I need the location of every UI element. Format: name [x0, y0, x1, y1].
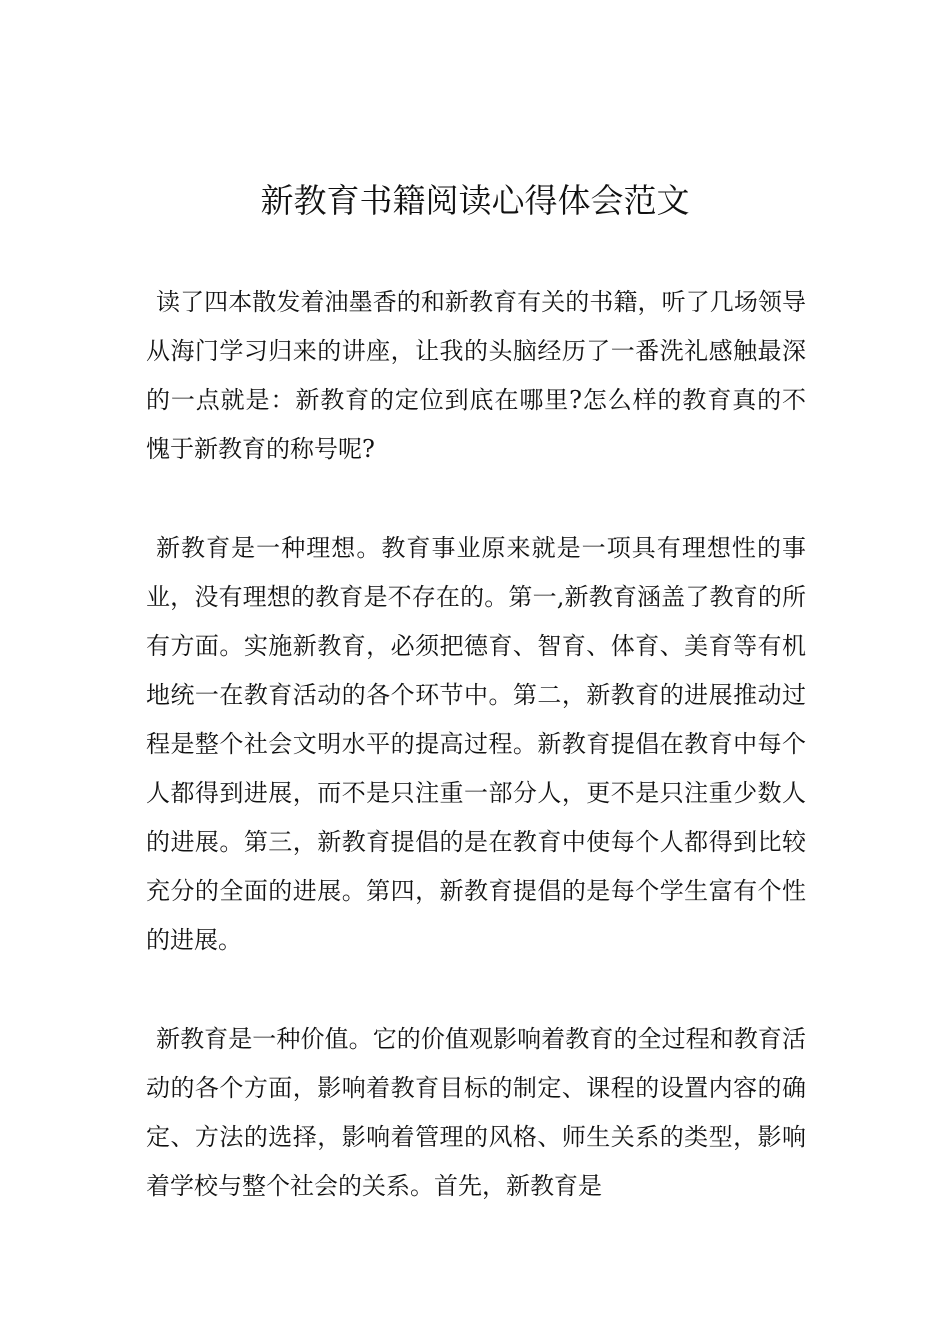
paragraph-3: 新教育是一种价值。它的价值观影响着教育的全过程和教育活动的各个方面，影响着教育目标的制定、课程的设置内容的确定、方法的选择，影响着管理的风格、师生关系的类型，影响着学校与整个社会的关系。首先，新教育是	[146, 1025, 806, 1200]
document-title: 新教育书籍阅读心得体会范文	[260, 181, 690, 220]
paragraph-2: 新教育是一种理想。教育事业原来就是一项具有理想性的事业，没有理想的教育是不存在的。第一,新教育涵盖了教育的所有方面。实施新教育，必须把德育、智育、体育、美育等有机地统一在教育活动的各个环节中。第二，新教育的进展推动过程是整个社会文明水平的提高过程。新教育提倡在教育中每个人都得到进展，而不是只注重一部分人，更不是只注重少数人的进展。第三，新教育提倡的是在教育中使每个人都得到比较充分的全面的进展。第四，新教育提倡的是每个学生富有个性的进展。	[146, 534, 806, 954]
document-body	[146, 278, 806, 1261]
paragraph-1: 读了四本散发着油墨香的和新教育有关的书籍，听了几场领导从海门学习归来的讲座，让我的头脑经历了一番洗礼感触最深的一点就是：新教育的定位到底在哪里?怎么样的教育真的不愧于新教育的称号呢?	[146, 288, 806, 463]
